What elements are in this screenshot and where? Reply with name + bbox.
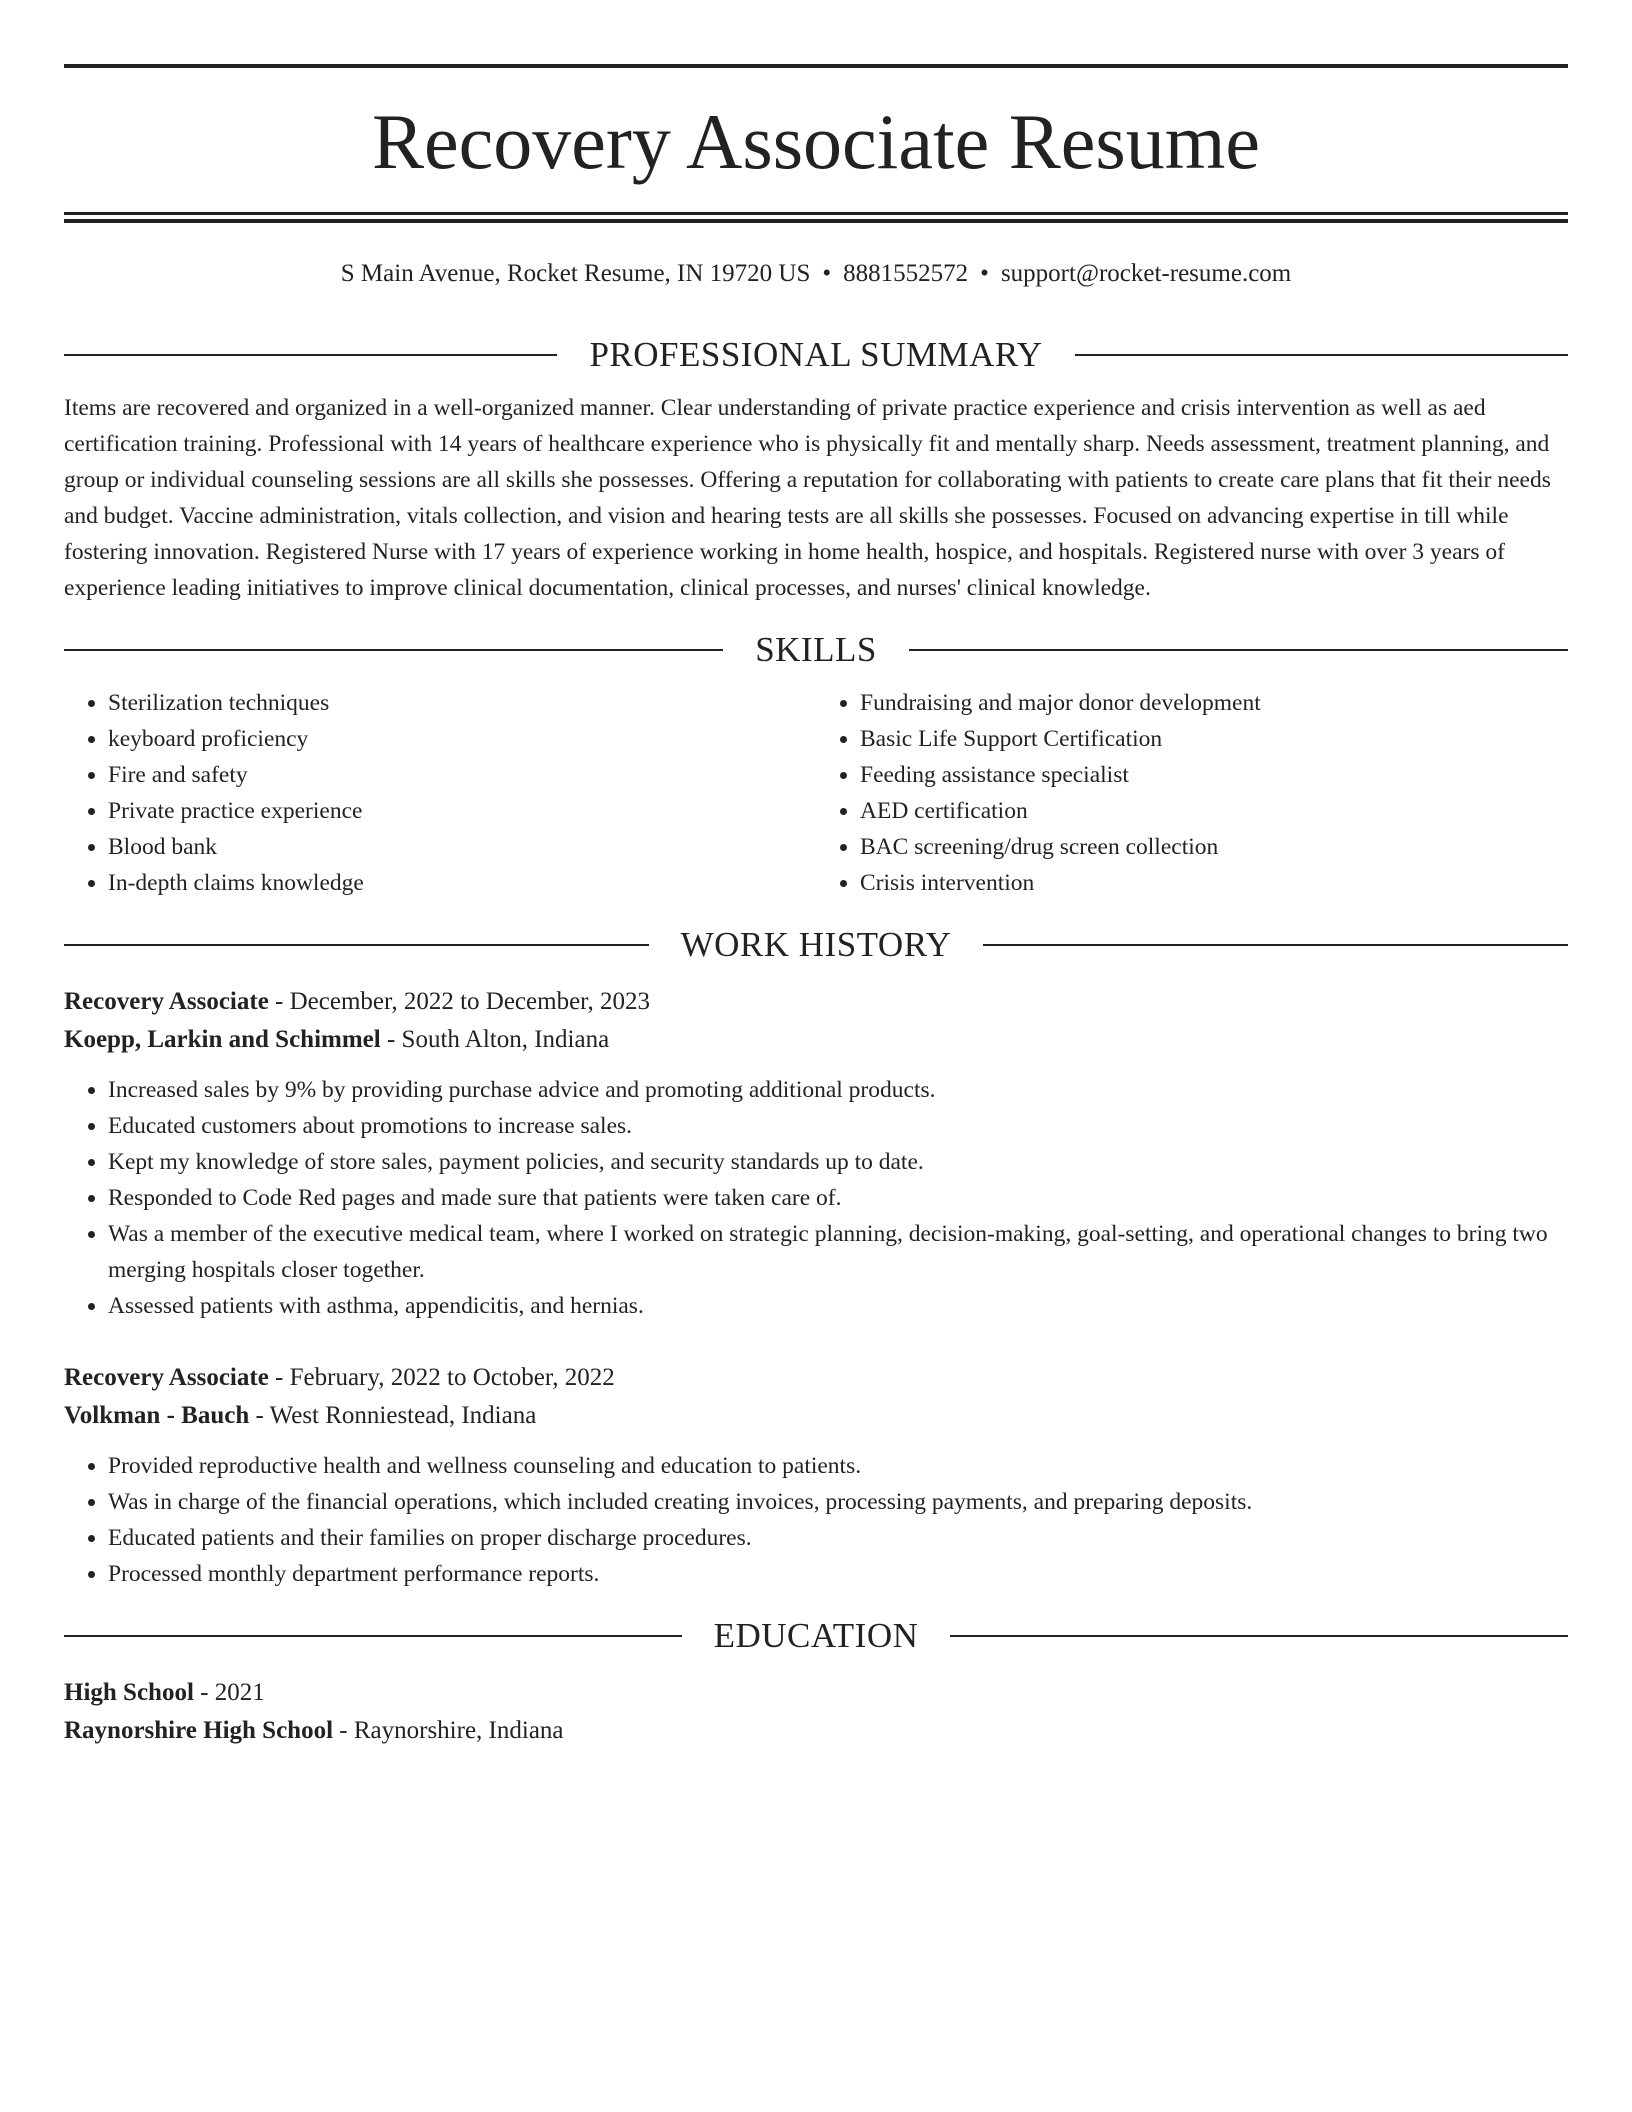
skill-item: • keyboard proficiency [108, 721, 816, 757]
skills-heading [64, 628, 1568, 672]
skill-item: • Blood bank [108, 829, 816, 865]
education-heading [64, 1614, 1568, 1658]
contact-line [64, 259, 1568, 289]
job-role: Recovery Associate [64, 1364, 269, 1391]
divider [64, 354, 557, 356]
job-bullet: • Assessed patients with asthma, appendicitis, and hernias. [108, 1288, 1568, 1324]
top-rule [64, 64, 1568, 68]
job-bullets [64, 1072, 1568, 1324]
job-title-line [64, 1359, 1568, 1397]
divider [1075, 354, 1568, 356]
section-title-skills: SKILLS [755, 630, 877, 669]
job-role: Recovery Associate [64, 988, 269, 1015]
job-company-line [64, 1397, 1568, 1435]
resume-title: Recovery Associate Resume [371, 98, 1261, 185]
skill-item: • Feeding assistance specialist [860, 757, 1568, 793]
skill-item: • Private practice experience [108, 793, 816, 829]
skill-item: • BAC screening/drug screen collection [860, 829, 1568, 865]
job-bullet: • Kept my knowledge of store sales, payment policies, and security standards up to date. [108, 1144, 1568, 1180]
contact-phone: 8881552572 [843, 260, 969, 287]
education-school: Raynorshire High School [64, 1717, 334, 1744]
job-bullets [64, 1448, 1568, 1592]
job-bullet: • Responded to Code Red pages and made sure that patients were taken care of. [108, 1180, 1568, 1216]
summary-text: Items are recovered and organized in a well-organized manner. Clear understanding of private practice experience and crisis intervention as well as aed certification training. Professional with 14 years of healthcare experience who is physically fit and mentally sharp. Needs assessment, treatment planning, and group or individual counseling sessions are all skills she possesses. Offering a reputation for collaborating with patients to create care plans that fit their needs and budget. Vaccine administration, vitals collection, and vision and hearing tests are all skills she possesses. Focused on advancing expertise in till while fostering innovation. Registered Nurse with 17 years of experience working in home health, hospice, and hospitals. Registered nurse with over 3 years of experience leading initiatives to improve clinical documentation, clinical processes, and nurses' clinical knowledge. [64, 395, 1551, 601]
summary-heading [64, 333, 1568, 377]
job-dates: - December, 2022 to December, 2023 [268, 988, 650, 1015]
skill-item: • In-depth claims knowledge [108, 865, 816, 901]
contact-separator: • [822, 260, 832, 287]
skill-item: • Fire and safety [108, 757, 816, 793]
work-heading [64, 923, 1568, 967]
job-bullet: • Educated patients and their families on proper discharge procedures. [108, 1520, 1568, 1556]
education-location: - Raynorshire, Indiana [333, 1717, 564, 1744]
divider [64, 649, 723, 651]
section-title-work: WORK HISTORY [680, 925, 952, 964]
job-bullet: • Educated customers about promotions to increase sales. [108, 1108, 1568, 1144]
education-degree-line [64, 1674, 1568, 1712]
education-school-line [64, 1712, 1568, 1750]
education-entry [64, 1674, 1568, 1750]
job-bullet: • Processed monthly department performance reports. [108, 1556, 1568, 1592]
job-company-line [64, 1021, 1568, 1059]
job-bullet: • Increased sales by 9% by providing purchase advice and promoting additional products. [108, 1072, 1568, 1108]
resume-page [64, 64, 1568, 1750]
job-company: Volkman - Bauch [64, 1402, 250, 1429]
divider [64, 1635, 682, 1637]
skill-item: • Crisis intervention [860, 865, 1568, 901]
contact-address: S Main Avenue, Rocket Resume, IN 19720 US [340, 260, 811, 287]
job-entry [64, 1359, 1568, 1592]
divider [983, 944, 1568, 946]
skill-item: • Fundraising and major donor development [860, 685, 1568, 721]
divider [909, 649, 1568, 651]
title-double-rule [64, 212, 1568, 223]
job-bullet: • Was in charge of the financial operations, which included creating invoices, processing payments, and preparing deposits. [108, 1484, 1568, 1520]
section-title-summary: PROFESSIONAL SUMMARY [589, 335, 1043, 374]
skills-list [64, 685, 1568, 901]
job-company: Koepp, Larkin and Schimmel [64, 1026, 381, 1053]
job-dates: - February, 2022 to October, 2022 [268, 1364, 615, 1391]
job-bullet: • Provided reproductive health and wellness counseling and education to patients. [108, 1448, 1568, 1484]
section-title-education: EDUCATION [713, 1616, 919, 1655]
contact-email: support@rocket-resume.com [1000, 260, 1292, 287]
job-location: - West Ronniestead, Indiana [249, 1402, 537, 1429]
job-entry [64, 983, 1568, 1324]
divider [64, 944, 649, 946]
skill-item: • Sterilization techniques [108, 685, 816, 721]
skills-column-right [816, 685, 1568, 901]
job-bullet: • Was a member of the executive medical team, where I worked on strategic planning, decision-making, goal-setting, and operational changes to bring two merging hospitals closer together. [108, 1216, 1568, 1288]
divider [950, 1635, 1568, 1637]
education-degree: High School [64, 1679, 194, 1706]
skill-item: • AED certification [860, 793, 1568, 829]
education-year: - 2021 [193, 1679, 265, 1706]
skill-item: • Basic Life Support Certification [860, 721, 1568, 757]
job-title-line [64, 983, 1568, 1021]
contact-separator: • [980, 260, 989, 287]
skills-column-left [64, 685, 816, 901]
job-location: - South Alton, Indiana [380, 1026, 610, 1053]
